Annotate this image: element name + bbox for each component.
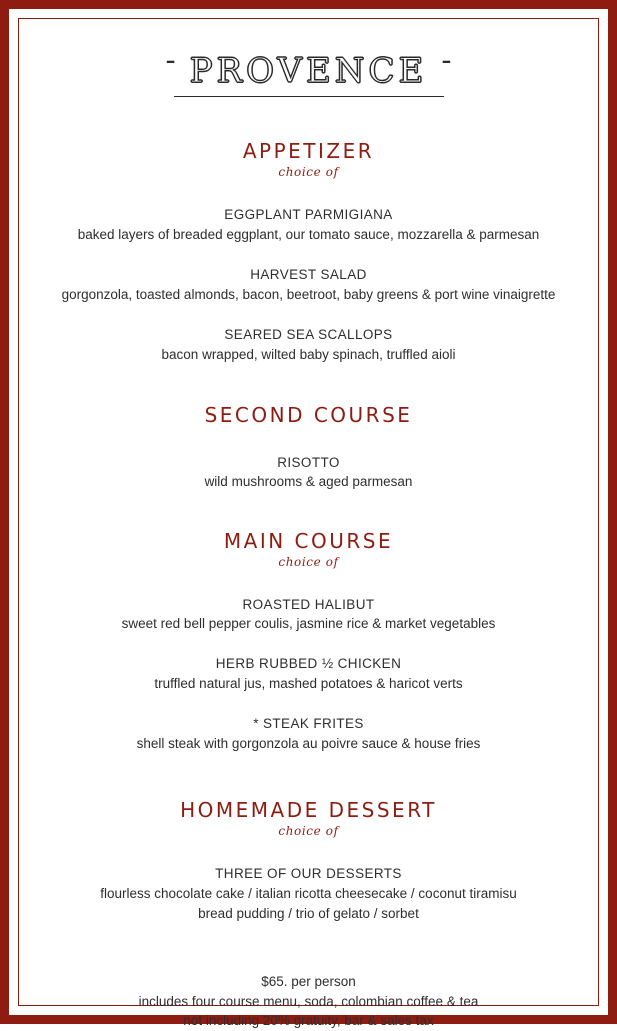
menu-item [49,453,568,493]
title-right-dash: - [441,42,452,78]
title-underline [174,96,444,97]
dish-description: bacon wrapped, wilted baby spinach, truffled aioli [161,346,456,362]
section-main-course [49,529,568,754]
pricing-footer [49,972,568,1031]
menu-item [49,325,568,365]
excludes-text: not including 20% gratuity, bar & sales tax [183,1013,434,1029]
dish-name: HARVEST SALAD [250,267,367,283]
dish-description: baked layers of breaded eggplant, our tomato sauce, mozzarella & parmesan [77,226,540,242]
dish-description: wild mushrooms & aged parmesan [204,474,413,490]
course-heading-main-course: MAIN COURSE [223,528,394,553]
price-text: $65. per person [261,974,356,990]
section-dessert [49,798,568,924]
menu-item [49,595,568,635]
menu-item [49,205,568,245]
dish-name: SEARED SEA SCALLOPS [224,327,393,343]
menu-item [49,654,568,694]
dish-description: truffled natural jus, mashed potatoes & haricot verts [154,676,463,692]
course-subheading-main-course: choice of [278,554,339,569]
menu-item [49,265,568,305]
dish-description: sweet red bell pepper coulis, jasmine rice & market vegetables [121,616,496,632]
dish-name: THREE OF OUR DESSERTS [215,866,402,882]
dish-name: * STEAK FRITES [253,716,364,732]
section-appetizer [49,139,568,364]
menu-content [9,9,608,1029]
dish-description: gorgonzola, toasted almonds, bacon, beetroot, baby greens & port wine vinaigrette [61,286,556,302]
dish-name: EGGPLANT PARMIGIANA [224,207,393,223]
section-second-course [49,403,568,493]
course-subheading-appetizer: choice of [278,165,339,180]
title-left-dash: - [165,42,176,78]
dish-name: ROASTED HALIBUT [242,596,375,612]
dish-name: RISOTTO [277,454,340,470]
dish-name: HERB RUBBED ½ CHICKEN [215,656,402,672]
page-title: PROVENCE [189,51,428,91]
dish-description: flourless chocolate cake / italian ricotta cheesecake / coconut tiramisu [100,885,517,901]
dish-description: shell steak with gorgonzola au poivre sauce & house fries [136,735,481,751]
menu-item [49,714,568,754]
includes-text: includes four course menu, soda, colombian coffee & tea [138,993,479,1009]
course-heading-appetizer: APPETIZER [242,139,375,164]
menu-item [49,864,568,924]
course-subheading-dessert: choice of [278,824,339,839]
restaurant-title-row [49,37,568,90]
course-heading-dessert: HOMEMADE DESSERT [180,798,437,823]
course-heading-second-course: SECOND COURSE [204,402,413,427]
dish-description-line-2: bread pudding / trio of gelato / sorbet [198,905,419,921]
